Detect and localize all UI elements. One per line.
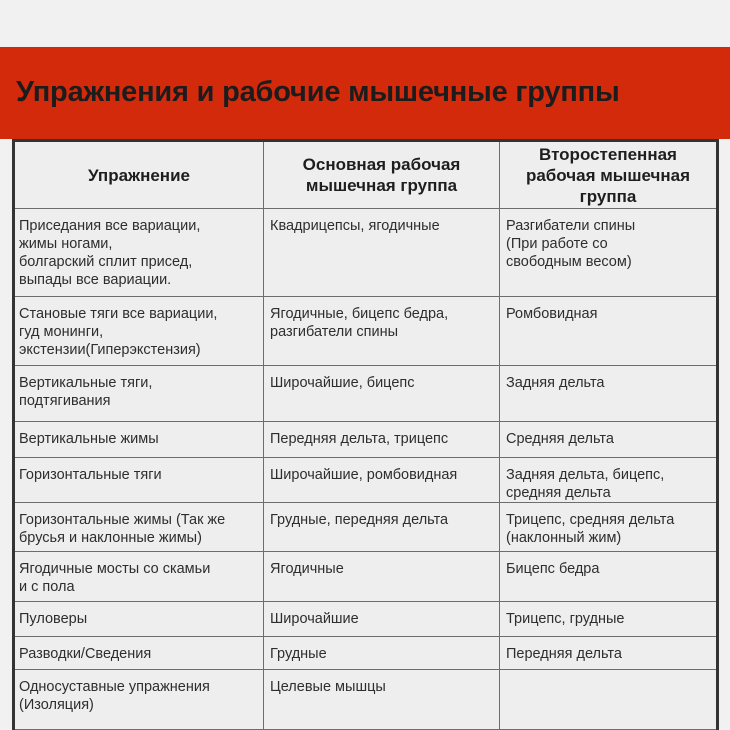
table-row: [14, 297, 718, 366]
primary-muscle-cell: Грудные: [264, 637, 500, 670]
table-row: [14, 637, 718, 670]
header-primary-muscle: Основная рабочая мышечная группа: [264, 141, 500, 209]
primary-muscle-cell: Передняя дельта, трицепс: [264, 422, 500, 458]
exercise-cell: Ягодичные мосты со скамьи и с пола: [14, 552, 264, 602]
exercise-cell: Односуставные упражнения (Изоляция): [14, 670, 264, 730]
secondary-muscle-cell: Трицепс, средняя дельта (наклонный жим): [500, 503, 718, 552]
exercise-cell: Разводки/Сведения: [14, 637, 264, 670]
exercise-cell: Становые тяги все вариации, гуд монинги, экстензии(Гиперэкстензия): [14, 297, 264, 366]
secondary-muscle-cell: [500, 670, 718, 730]
primary-muscle-cell: Широчайшие: [264, 602, 500, 637]
primary-muscle-cell: Ягодичные: [264, 552, 500, 602]
table-row: [14, 366, 718, 422]
secondary-muscle-cell: Разгибатели спины (При работе со свободным весом): [500, 209, 718, 297]
exercise-cell: Вертикальные тяги, подтягивания: [14, 366, 264, 422]
secondary-muscle-cell: Трицепс, грудные: [500, 602, 718, 637]
table-row: [14, 552, 718, 602]
secondary-muscle-cell: Задняя дельта: [500, 366, 718, 422]
header-exercise: Упражнение: [14, 141, 264, 209]
table-row: [14, 458, 718, 503]
exercise-cell: Горизонтальные тяги: [14, 458, 264, 503]
primary-muscle-cell: Широчайшие, бицепс: [264, 366, 500, 422]
primary-muscle-cell: Грудные, передняя дельта: [264, 503, 500, 552]
table-row: [14, 422, 718, 458]
table-row: [14, 209, 718, 297]
secondary-muscle-cell: Бицепс бедра: [500, 552, 718, 602]
secondary-muscle-cell: Задняя дельта, бицепс, средняя дельта: [500, 458, 718, 503]
header-row: [14, 141, 718, 209]
secondary-muscle-cell: Средняя дельта: [500, 422, 718, 458]
primary-muscle-cell: Целевые мышцы: [264, 670, 500, 730]
top-margin: [0, 0, 730, 47]
header-secondary-muscle: Второстепенная рабочая мышечная группа: [500, 141, 718, 209]
table-row: [14, 503, 718, 552]
exercise-cell: Пуловеры: [14, 602, 264, 637]
exercise-cell: Горизонтальные жимы (Так же брусья и наклонные жимы): [14, 503, 264, 552]
primary-muscle-cell: Ягодичные, бицепс бедра, разгибатели спины: [264, 297, 500, 366]
primary-muscle-cell: Широчайшие, ромбовидная: [264, 458, 500, 503]
exercise-cell: Приседания все вариации, жимы ногами, болгарский сплит присед, выпады все вариации.: [14, 209, 264, 297]
primary-muscle-cell: Квадрицепсы, ягодичные: [264, 209, 500, 297]
exercise-cell: Вертикальные жимы: [14, 422, 264, 458]
table-row: [14, 670, 718, 730]
page-title: Упражнения и рабочие мышечные группы: [16, 76, 620, 108]
secondary-muscle-cell: Ромбовидная: [500, 297, 718, 366]
exercise-table: [12, 139, 719, 730]
secondary-muscle-cell: Передняя дельта: [500, 637, 718, 670]
table-row: [14, 602, 718, 637]
